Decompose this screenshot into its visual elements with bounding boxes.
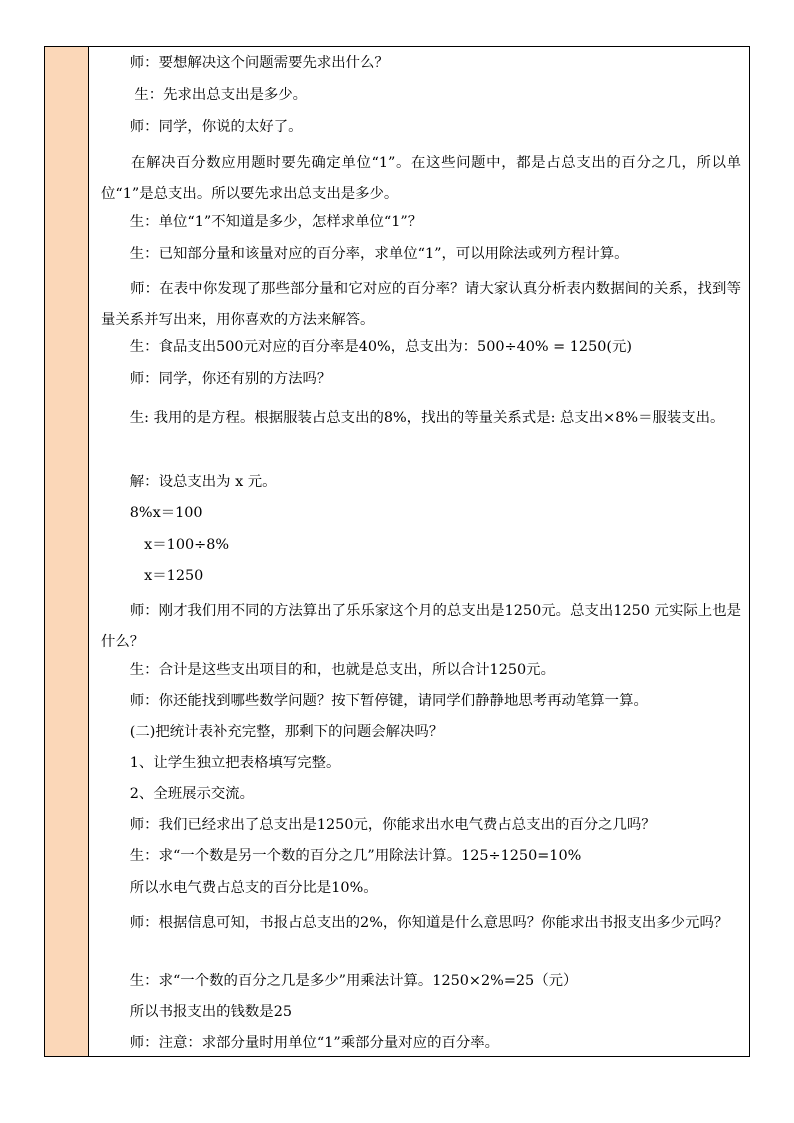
paragraph: 师：注意：求部分量时用单位“1”乘部分量对应的百分率。: [101, 1035, 500, 1051]
paragraph: 生：合计是这些支出项目的和，也就是总支出，所以合计1250元。: [101, 662, 555, 678]
lesson-content-cell: [89, 47, 749, 1056]
paragraph: 师：刚才我们用不同的方法算出了乐乐家这个月的总支出是1250元。总支出1250 元实际上也是什么？: [101, 603, 741, 650]
paragraph: 生：求“一个数是另一个数的百分之几”用除法计算。125÷1250=10%: [101, 848, 582, 864]
paragraph: 解：设总支出为 x 元。: [101, 474, 277, 490]
paragraph: 师：同学，你说的太好了。: [101, 119, 303, 135]
paragraph: 师：我们已经求出了总支出是1250元，你能求出水电气费占总支出的百分之几吗？: [101, 817, 656, 833]
paragraph: (二)把统计表补充完整，那剩下的问题会解决吗？: [101, 724, 444, 740]
paragraph: 生：求“一个数的百分之几是多少”用乘法计算。1250×2%=25（元）: [101, 973, 578, 989]
equation-line: x＝100÷8%: [101, 537, 230, 553]
paragraph: 师：你还能找到哪些数学问题？按下暂停键，请同学们静静地思考再动笔算一算。: [101, 693, 648, 709]
paragraph: 师：根据信息可知，书报占总支出的2%，你知道是什么意思吗？你能求出书报支出多少元吗？: [101, 915, 729, 931]
paragraph: 所以书报支出的钱数是25: [101, 1004, 292, 1020]
paragraph: 师：同学，你还有别的方法吗？: [101, 371, 332, 387]
paragraph: 2、全班展示交流。: [101, 786, 255, 802]
lesson-table: [44, 46, 750, 1057]
paragraph: 生：单位“1”不知道是多少，怎样求单位“1”？: [101, 214, 423, 230]
paragraph: 在解决百分数应用题时要先确定单位“1”。在这些问题中，都是占总支出的百分之几，所以单位“1”是总支出。所以要先求出总支出是多少。: [101, 155, 741, 202]
equation-line: 8%x＝100: [101, 505, 203, 521]
paragraph: 生：已知部分量和该量对应的百分率，求单位“1”，可以用除法或列方程计算。: [101, 246, 629, 262]
label-column: [45, 47, 89, 1056]
paragraph: 生：先求出总支出是多少。: [101, 87, 308, 103]
paragraph: 生: 我用的是方程。根据服装占总支出的8%，找出的等量关系式是: 总支出×8%＝服装支出。: [101, 410, 725, 426]
paragraph: 师：要想解决这个问题需要先求出什么？: [101, 55, 389, 71]
paragraph: 师：在表中你发现了那些部分量和它对应的百分率？请大家认真分析表内数据间的关系，找到等量关系并写出来，用你喜欢的方法来解答。: [101, 281, 741, 328]
paragraph: 生：食品支出500元对应的百分率是40%，总支出为：500÷40% = 1250(元): [101, 339, 633, 355]
paragraph: 所以水电气费占总支的百分比是10%。: [101, 880, 378, 896]
paragraph: 1、让学生独立把表格填写完整。: [101, 755, 341, 771]
equation-line: x＝1250: [101, 568, 204, 584]
